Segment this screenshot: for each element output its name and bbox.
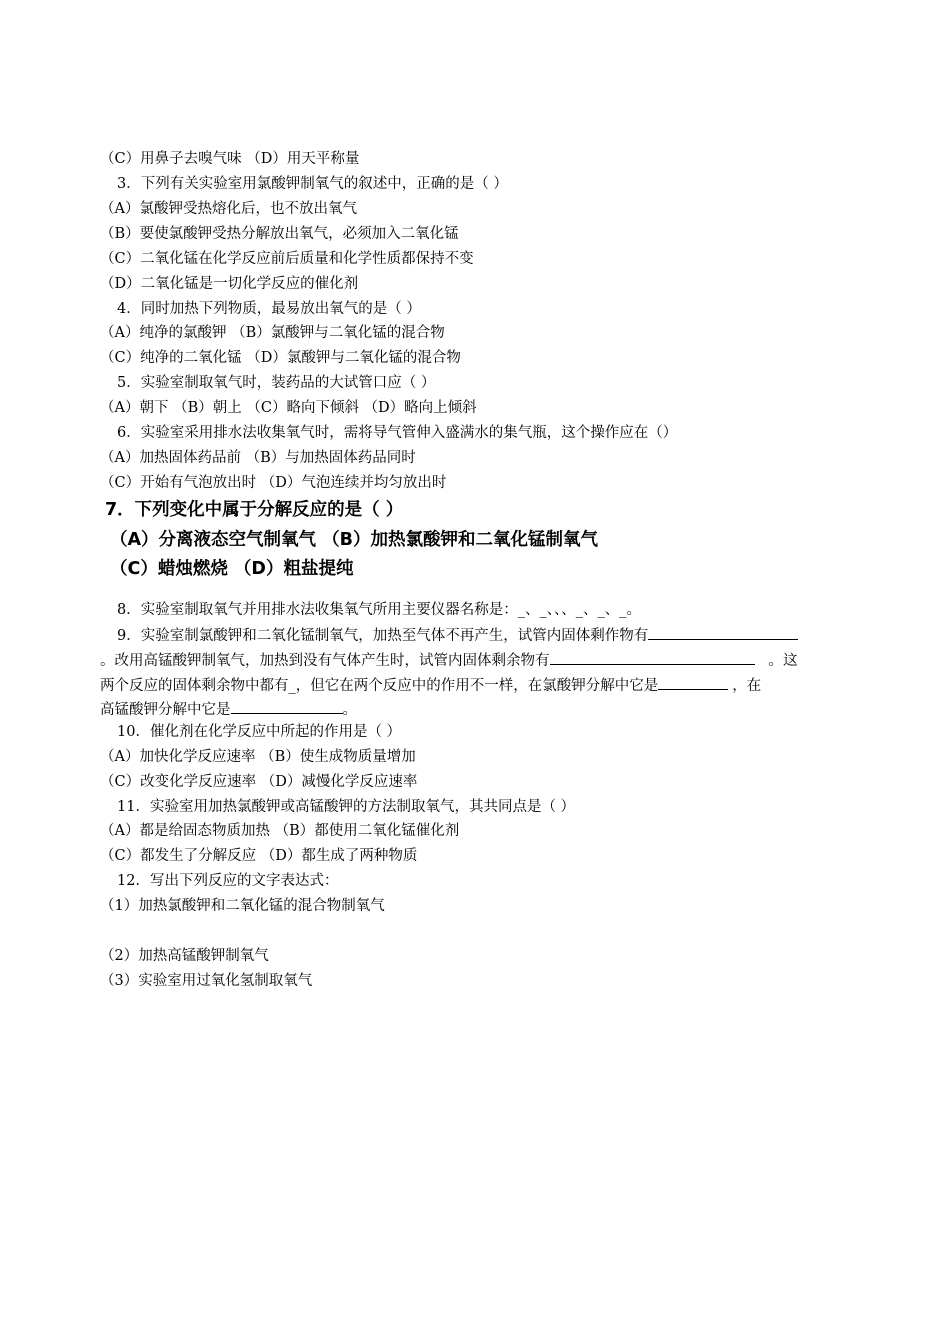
q11-options-cd: （C）都发生了分解反应 （D）都生成了两种物质: [100, 848, 418, 864]
question-12: 12．写出下列反应的文字表达式：: [117, 873, 339, 889]
q7-options-ab: （A）分离液态空气制氧气 （B）加热氯酸钾和二氧化锰制氧气: [110, 530, 598, 550]
answer-blank[interactable]: [550, 649, 755, 665]
q9-text-2: 。改用高锰酸钾制氧气，加热到没有气体产生时，试管内固体剩余物有: [100, 653, 550, 669]
question-8: 8．实验室制取氧气并用排水法收集氧气所用主要仪器名称是：_、_、、、_、_、_。: [117, 602, 641, 618]
q9-text-7: 。: [342, 702, 357, 718]
q6-options-cd: （C）开始有气泡放出时 （D）气泡连续并均匀放出时: [100, 475, 447, 491]
question-5: 5．实验室制取氧气时，装药品的大试管口应（ ）: [117, 375, 436, 391]
q12-part-2: （2）加热高锰酸钾制氧气: [100, 948, 269, 964]
question-4: 4．同时加热下列物质，最易放出氧气的是（ ）: [117, 301, 421, 317]
question-9-line-4: [100, 698, 357, 720]
q12-part-3: （3）实验室用过氧化氢制取氧气: [100, 973, 313, 989]
question-9-line-1: [117, 624, 798, 646]
q3-option-b: （B）要使氯酸钾受热分解放出氧气，必须加入二氧化锰: [100, 226, 459, 242]
q7-options-cd: （C）蜡烛燃烧 （D）粗盐提纯: [110, 559, 354, 579]
answer-blank[interactable]: [231, 698, 343, 714]
q9-text-3: 。这: [768, 653, 798, 669]
q11-options-ab: （A）都是给固态物质加热 （B）都使用二氧化锰催化剂: [100, 823, 460, 839]
answer-blank[interactable]: [648, 624, 798, 640]
q5-options: （A）朝下 （B）朝上 （C）略向下倾斜 （D）略向上倾斜: [100, 400, 477, 416]
question-9-line-3: [100, 674, 761, 696]
q9-text-5: ，在: [732, 678, 762, 694]
question-9-line-2: [100, 649, 798, 671]
q4-options-cd: （C）纯净的二氧化锰 （D）氯酸钾与二氧化锰的混合物: [100, 350, 461, 366]
question-7: 7．下列变化中属于分解反应的是（ ）: [105, 500, 404, 520]
answer-blank[interactable]: [658, 674, 728, 690]
q3-option-c: （C）二氧化锰在化学反应前后质量和化学性质都保持不变: [100, 251, 474, 267]
question-11: 11．实验室用加热氯酸钾或高锰酸钾的方法制取氧气，其共同点是（ ）: [117, 799, 576, 815]
question-10: 10．催化剂在化学反应中所起的作用是（ ）: [117, 724, 402, 740]
q10-options-cd: （C）改变化学反应速率 （D）减慢化学反应速率: [100, 774, 418, 790]
q9-text-6: 高锰酸钾分解中它是: [100, 702, 231, 718]
q3-option-d: （D）二氧化锰是一切化学反应的催化剂: [100, 276, 359, 292]
q9-text-1: 9．实验室制氯酸钾和二氧化锰制氧气，加热至气体不再产生，试管内固体剩作物有: [117, 628, 649, 644]
question-3: 3．下列有关实验室用氯酸钾制氧气的叙述中，正确的是（ ）: [117, 176, 508, 192]
q9-text-4: 两个反应的固体剩余物中都有_，但它在两个反应中的作用不一样，在氯酸钾分解中它是: [100, 678, 659, 694]
q3-option-a: （A）氯酸钾受热熔化后，也不放出氧气: [100, 201, 357, 217]
q10-options-ab: （A）加快化学反应速率 （B）使生成物质量增加: [100, 749, 416, 765]
q2-options-cd: （C）用鼻子去嗅气味 （D）用天平称量: [100, 151, 360, 167]
question-6: 6．实验室采用排水法收集氧气时，需将导气管伸入盛满水的集气瓶，这个操作应在（）: [117, 425, 678, 441]
q4-options-ab: （A）纯净的氯酸钾 （B）氯酸钾与二氧化锰的混合物: [100, 325, 445, 341]
q12-part-1: （1）加热氯酸钾和二氧化锰的混合物制氧气: [100, 898, 385, 914]
q6-options-ab: （A）加热固体药品前 （B）与加热固体药品同时: [100, 450, 416, 466]
